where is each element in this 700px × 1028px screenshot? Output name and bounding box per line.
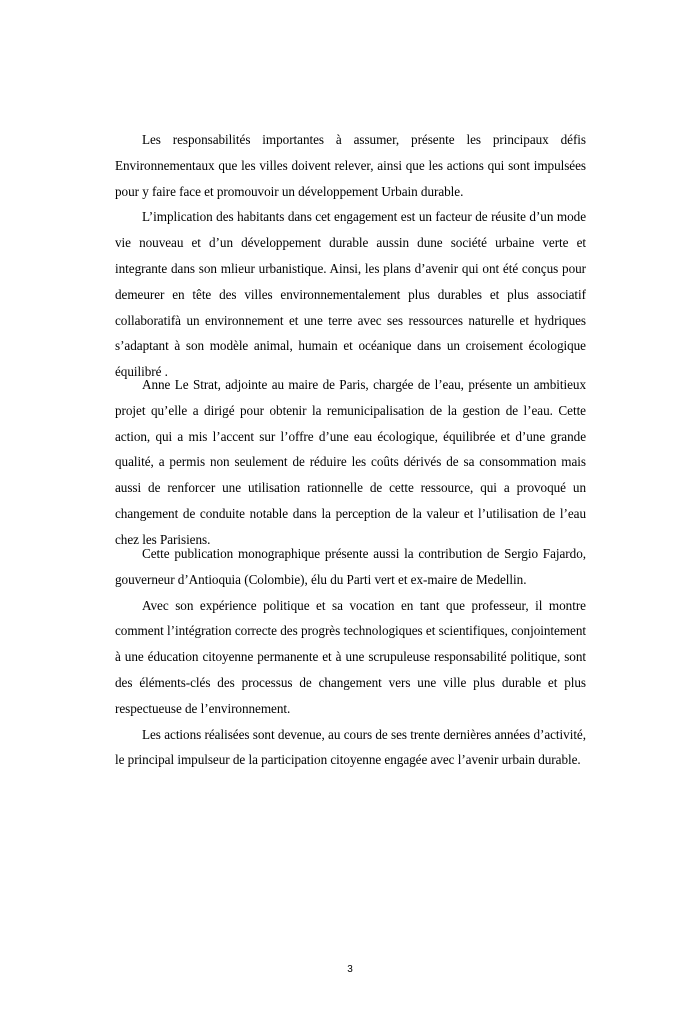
paragraph: Avec son expérience politique et sa vocation en tant que professeur, il montre comment l’intégration correcte des progrès technologiques et scientifiques, conjointement à une éducation citoyenne permanente et à une scrupuleuse responsabilité politique, sont des éléments-clés des processus de changement vers une ville plus durable et plus respectueuse de l’environnement.	[115, 597, 586, 716]
paragraph: Les actions réalisées sont devenue, au cours de ses trente dernières années d’activité, le principal impulseur de la participation citoyenne engagée avec l’avenir urbain durable.	[115, 726, 586, 768]
page-number: 3	[347, 964, 353, 975]
paragraph: Cette publication monographique présente aussi la contribution de Sergio Fajardo, gouverneur d’Antioquia (Colombie), élu du Parti vert et ex-maire de Medellin.	[115, 546, 586, 587]
paragraph: Anne Le Strat, adjointe au maire de Paris, chargée de l’eau, présente un ambitieux projet qu’elle a dirigé pour obtenir la remunicipalisation de la gestion de l’eau. Cette action, qui a mis l’accent sur l’offre d’une eau écologique, équilibrée et d’une grande qualité, a permis non seulement de réduire les coûts dérivés de sa consommation mais aussi de renforcer une utilisation rationnelle de cette ressource, qui a provoqué un changement de conduite notable dans la perception de la valeur et l’utilisation de l’eau chez les Parisiens.	[115, 377, 586, 547]
text-section-1	[115, 127, 586, 385]
paragraph: L’implication des habitants dans cet engagement est un facteur de réusite d’un mode vie nouveau et d’un développement durable aussin dune société urbaine verte et integrante dans son mlieur urbanistique. Ainsi, les plans d’avenir qui ont été conçus pour demeurer en tête des villes environnementalement plus durables et plus associatif collaboratifà un environnement et une terre avec ses ressources naturelle et hydriques s’adaptant à son modèle animal, humain et océanique dans un croisement écologique équilibré .	[115, 209, 586, 380]
text-section-3	[115, 541, 586, 773]
paragraph: Les responsabilités importantes à assumer, présente les principaux défis Environnementaux que les villes doivent relever, ainsi que les actions qui sont impulsées pour y faire face et promouvoir un développement Urbain durable.	[115, 132, 586, 199]
text-section-2	[115, 372, 586, 553]
